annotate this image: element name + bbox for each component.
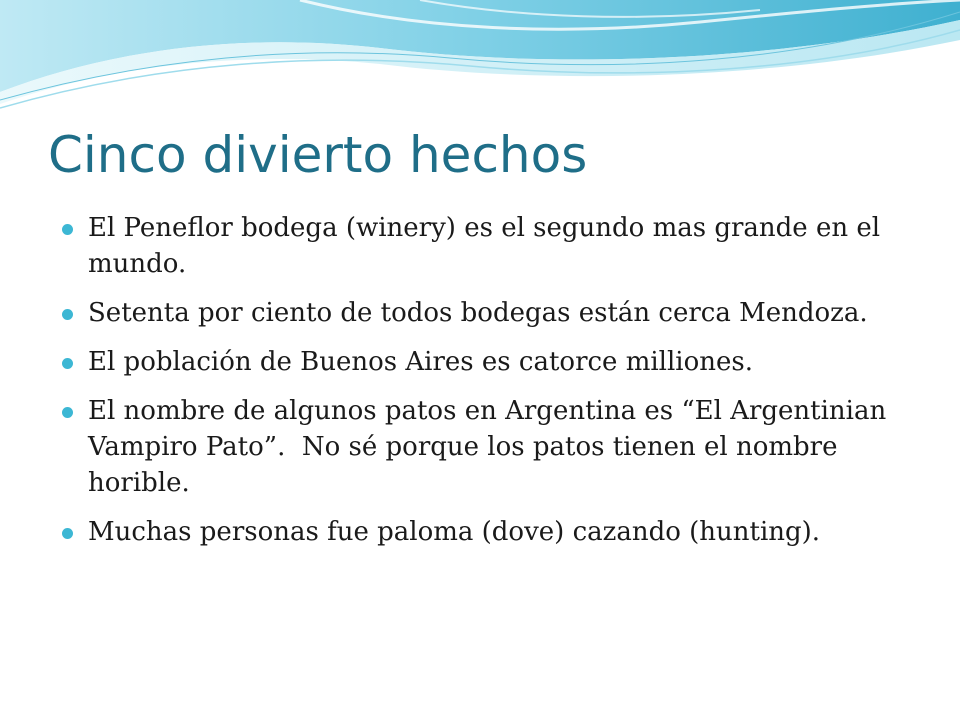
wave-header-decoration [0,0,960,120]
bullet-item [60,210,920,282]
bullet-text: Muchas personas fue paloma (dove) cazando (hunting). [88,517,821,547]
bullet-item [60,514,920,550]
bullet-item [60,393,920,501]
bullet-list [60,210,920,563]
slide-title: Cinco divierto hechos [48,126,588,184]
bullet-text: Setenta por ciento de todos bodegas están cerca Mendoza. [88,298,868,328]
bullet-text: El población de Buenos Aires es catorce milliones. [88,347,754,377]
bullet-item [60,344,920,380]
bullet-marker-icon [62,224,73,235]
bullet-marker-icon [62,407,73,418]
bullet-text: El Peneflor bodega (winery) es el segundo mas grande en el mundo. [88,213,889,279]
bullet-marker-icon [62,358,73,369]
bullet-marker-icon [62,528,73,539]
bullet-text: El nombre de algunos patos en Argentina es “El Argentinian Vampiro Pato”. No sé porque los patos tienen el nombre horible. [88,396,895,498]
bullet-marker-icon [62,309,73,320]
bullet-item [60,295,920,331]
